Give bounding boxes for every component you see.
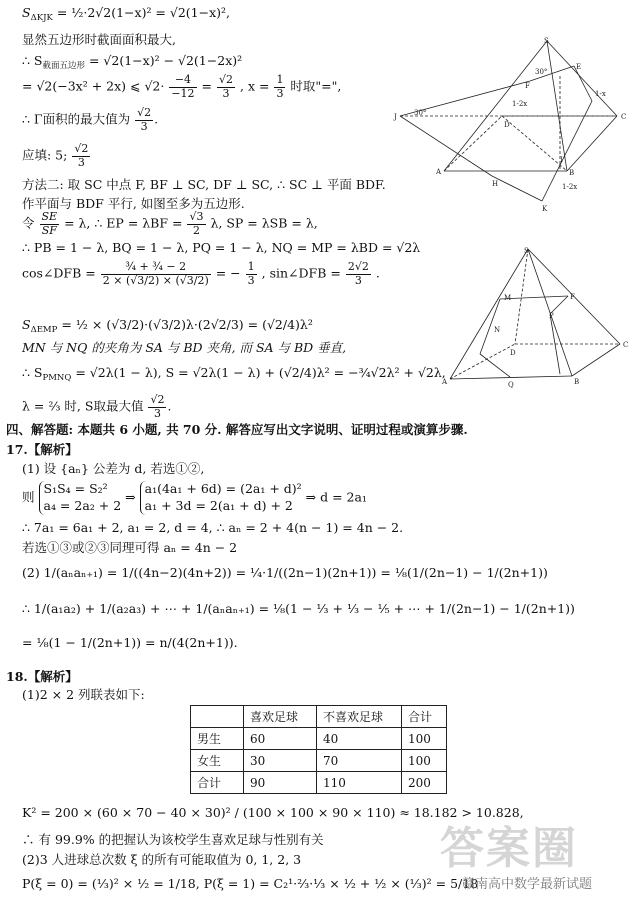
line-angle-note: MN 与 NQ 的夹角为 SA 与 BD 夹角, 而 SA 与 BD 垂直,: [22, 340, 347, 355]
table-header-cell: 合计: [402, 706, 447, 728]
svg-text:K: K: [542, 205, 548, 213]
line-area-pmnq: ∴ $S_{PMNQ} = √2\lambda(1 - \lambda)$, S = √2λ(1 − λ) + (√2/4)λ² = −¾√2λ² + √2λ,: [22, 365, 446, 383]
q18-heading: 18.【解析】: [6, 669, 78, 684]
svg-text:F: F: [570, 293, 575, 301]
line-area-emp: $S_{\Delta EMP}$ = ½ × (√3/2)·(√3/2)λ·(2√2/3) = (√2/4)λ²: [22, 317, 313, 335]
q18-probabilities: P(ξ = 0) = (⅓)² × ½ = 1/18, P(ξ = 1) = C₂¹·⅔·⅓ × ½ + ½ × (⅓)² = 5/18: [22, 876, 479, 891]
line-lambda-def: 令 $\frac{SE}{SF}$ = λ, ∴ EP = λBF = $\frac{√3}{2}$ λ, SP = λSB = λ,: [22, 210, 318, 237]
q18-part2-values: (2)3 人进球总次数 ξ 的所有可能取值为 0, 1, 2, 3: [22, 852, 302, 867]
q17-final-sum: = ⅛(1 − 1/(2n+1)) = n/(4(2n+1)).: [22, 635, 238, 650]
q18-conclusion: ∴ 有 99.9% 的把握认为该校学生喜欢足球与性别有关: [22, 832, 324, 847]
table-cell: 90: [244, 772, 317, 794]
table-cell: 60: [244, 728, 317, 750]
q18-k2-formula: K² = 200 × (60 × 70 − 40 × 30)² / (100 × 100 × 90 × 110) ≈ 18.182 > 10.828,: [22, 805, 524, 820]
svg-text:1-2x: 1-2x: [562, 183, 578, 191]
svg-text:J: J: [394, 113, 397, 121]
watermark-logo: 答案圈: [440, 823, 578, 874]
section-heading-part4: 四、解答题: 本题共 6 小题, 共 70 分. 解答应写出文字说明、证明过程或演算步骤.: [6, 422, 468, 437]
table-header-cell: [191, 706, 244, 728]
svg-text:A: A: [436, 168, 442, 176]
svg-text:P: P: [549, 312, 554, 320]
line-method-two: 方法二: 取 SC 中点 F, BF ⊥ SC, DF ⊥ SC, ∴ SC ⊥ 平面 BDF.: [22, 177, 386, 192]
q17-system: 则 S₁S₄ = S₂² a₄ = 2a₂ + 2 ⇒ a₁(4a₁ + 6d) = (2a₁ + d)² a₁ + 3d = 2(a₁ + d) + 2 ⇒ d = 2a₁: [22, 481, 367, 513]
line-plane-parallel: 作平面与 BDF 平行, 如图至多为五边形.: [22, 196, 245, 211]
svg-text:C: C: [621, 113, 627, 121]
svg-text:1-2x: 1-2x: [512, 100, 528, 108]
q17-part1-intro: (1) 设 {aₙ} 公差为 d, 若选①②,: [22, 461, 205, 476]
svg-text:C: C: [623, 341, 629, 349]
svg-text:E: E: [576, 63, 582, 71]
q17-heading: 17.【解析】: [6, 442, 78, 457]
svg-text:S: S: [524, 247, 529, 255]
q17-solve-a1: ∴ 7a₁ = 6a₁ + 2, a₁ = 2, d = 4, ∴ aₙ = 2 + 4(n − 1) = 4n − 2.: [22, 520, 404, 535]
pyramid-figure-1: [392, 36, 632, 216]
table-cell: 合计: [191, 772, 244, 794]
pyramid-figure-2: [440, 244, 632, 394]
svg-text:A: A: [442, 378, 448, 386]
svg-text:B: B: [574, 378, 580, 386]
q17-other-choice: 若选①③或②③同理可得 aₙ = 4n − 2: [22, 540, 238, 555]
svg-text:30°: 30°: [414, 109, 427, 117]
table-cell: 200: [402, 772, 447, 794]
svg-text:B: B: [569, 169, 575, 177]
line-area-kjk: $S_{\Delta KJK}$ = ½·2√2(1−x)² = √2(1−x)²,: [22, 5, 231, 23]
table-cell: 女生: [191, 750, 244, 772]
table-cell: 男生: [191, 728, 244, 750]
svg-text:D: D: [504, 121, 510, 129]
table-row: [191, 750, 447, 772]
q18-table-intro: (1)2 × 2 列联表如下:: [22, 687, 145, 702]
svg-text:D: D: [510, 349, 516, 357]
svg-text:N: N: [494, 326, 501, 334]
svg-text:I: I: [560, 156, 563, 164]
svg-text:30°: 30°: [535, 68, 548, 76]
line-pentagon-area: ∴ $S_{截面五边形} = √2(1-x)^2 - √2(1-2x)^2$: [22, 53, 243, 71]
svg-text:H: H: [492, 180, 499, 188]
svg-text:S: S: [544, 37, 549, 45]
line-lambda-max: λ = ⅔ 时, S取最大值 $\frac{√2}{3}$ .: [22, 393, 172, 420]
contingency-table: [190, 705, 447, 794]
svg-text:F: F: [525, 82, 530, 90]
table-row: [191, 728, 447, 750]
table-header-row: [191, 706, 447, 728]
table-cell: 100: [402, 750, 447, 772]
table-header-cell: 不喜欢足球: [317, 706, 402, 728]
svg-text:M: M: [504, 294, 512, 302]
line-segment-lengths: ∴ PB = 1 − λ, BQ = 1 − λ, PQ = 1 − λ, NQ = MP = λBD = √2λ: [22, 240, 421, 255]
line-gamma-max: ∴ Γ面积的最大值为 $\frac{√2}{3}$ .: [22, 106, 159, 133]
line-answer-fill: 应填: 5; $\frac{√2}{3}$: [22, 142, 89, 169]
line-max-inequality: = √2(−3x² + 2x) ⩽ √2· $\frac{-4}{-12}$ = $\frac{√2}{3}$ , x = $\frac{1}{3}$ 时取"=",: [22, 73, 342, 100]
line-pentagon-note: 显然五边形时截面面积最大,: [22, 32, 176, 47]
table-cell: 40: [317, 728, 402, 750]
svg-text:Q: Q: [508, 381, 514, 389]
table-cell: 30: [244, 750, 317, 772]
table-cell: 110: [317, 772, 402, 794]
q17-telescoping-sum: ∴ 1/(a₁a₂) + 1/(a₂a₃) + ⋯ + 1/(aₙaₙ₊₁) = ⅛(1 − ⅓ + ⅓ − ⅕ + ⋯ + 1/(2n−1) − 1/(2n+1)): [22, 601, 575, 616]
q17-part2-split: (2) 1/(aₙaₙ₊₁) = 1/((4n−2)(4n+2)) = ¼·1/((2n−1)(2n+1)) = ⅛(1/(2n−1) − 1/(2n+1)): [22, 565, 548, 580]
table-row: [191, 772, 447, 794]
line-cos-dfb: cos∠DFB = $\frac{\text{¾ + ¾ − 2}}{2 \times (√3/2) \times (√3/2)}$ = − $\frac{1}{3}$ , sin∠DFB = $\frac{2√2}{3}$ .: [22, 260, 380, 287]
table-header-cell: 喜欢足球: [244, 706, 317, 728]
table-cell: 70: [317, 750, 402, 772]
svg-text:1-x: 1-x: [595, 90, 606, 98]
watermark-caption: 赣南高中数学最新试题: [462, 877, 593, 892]
table-cell: 100: [402, 728, 447, 750]
